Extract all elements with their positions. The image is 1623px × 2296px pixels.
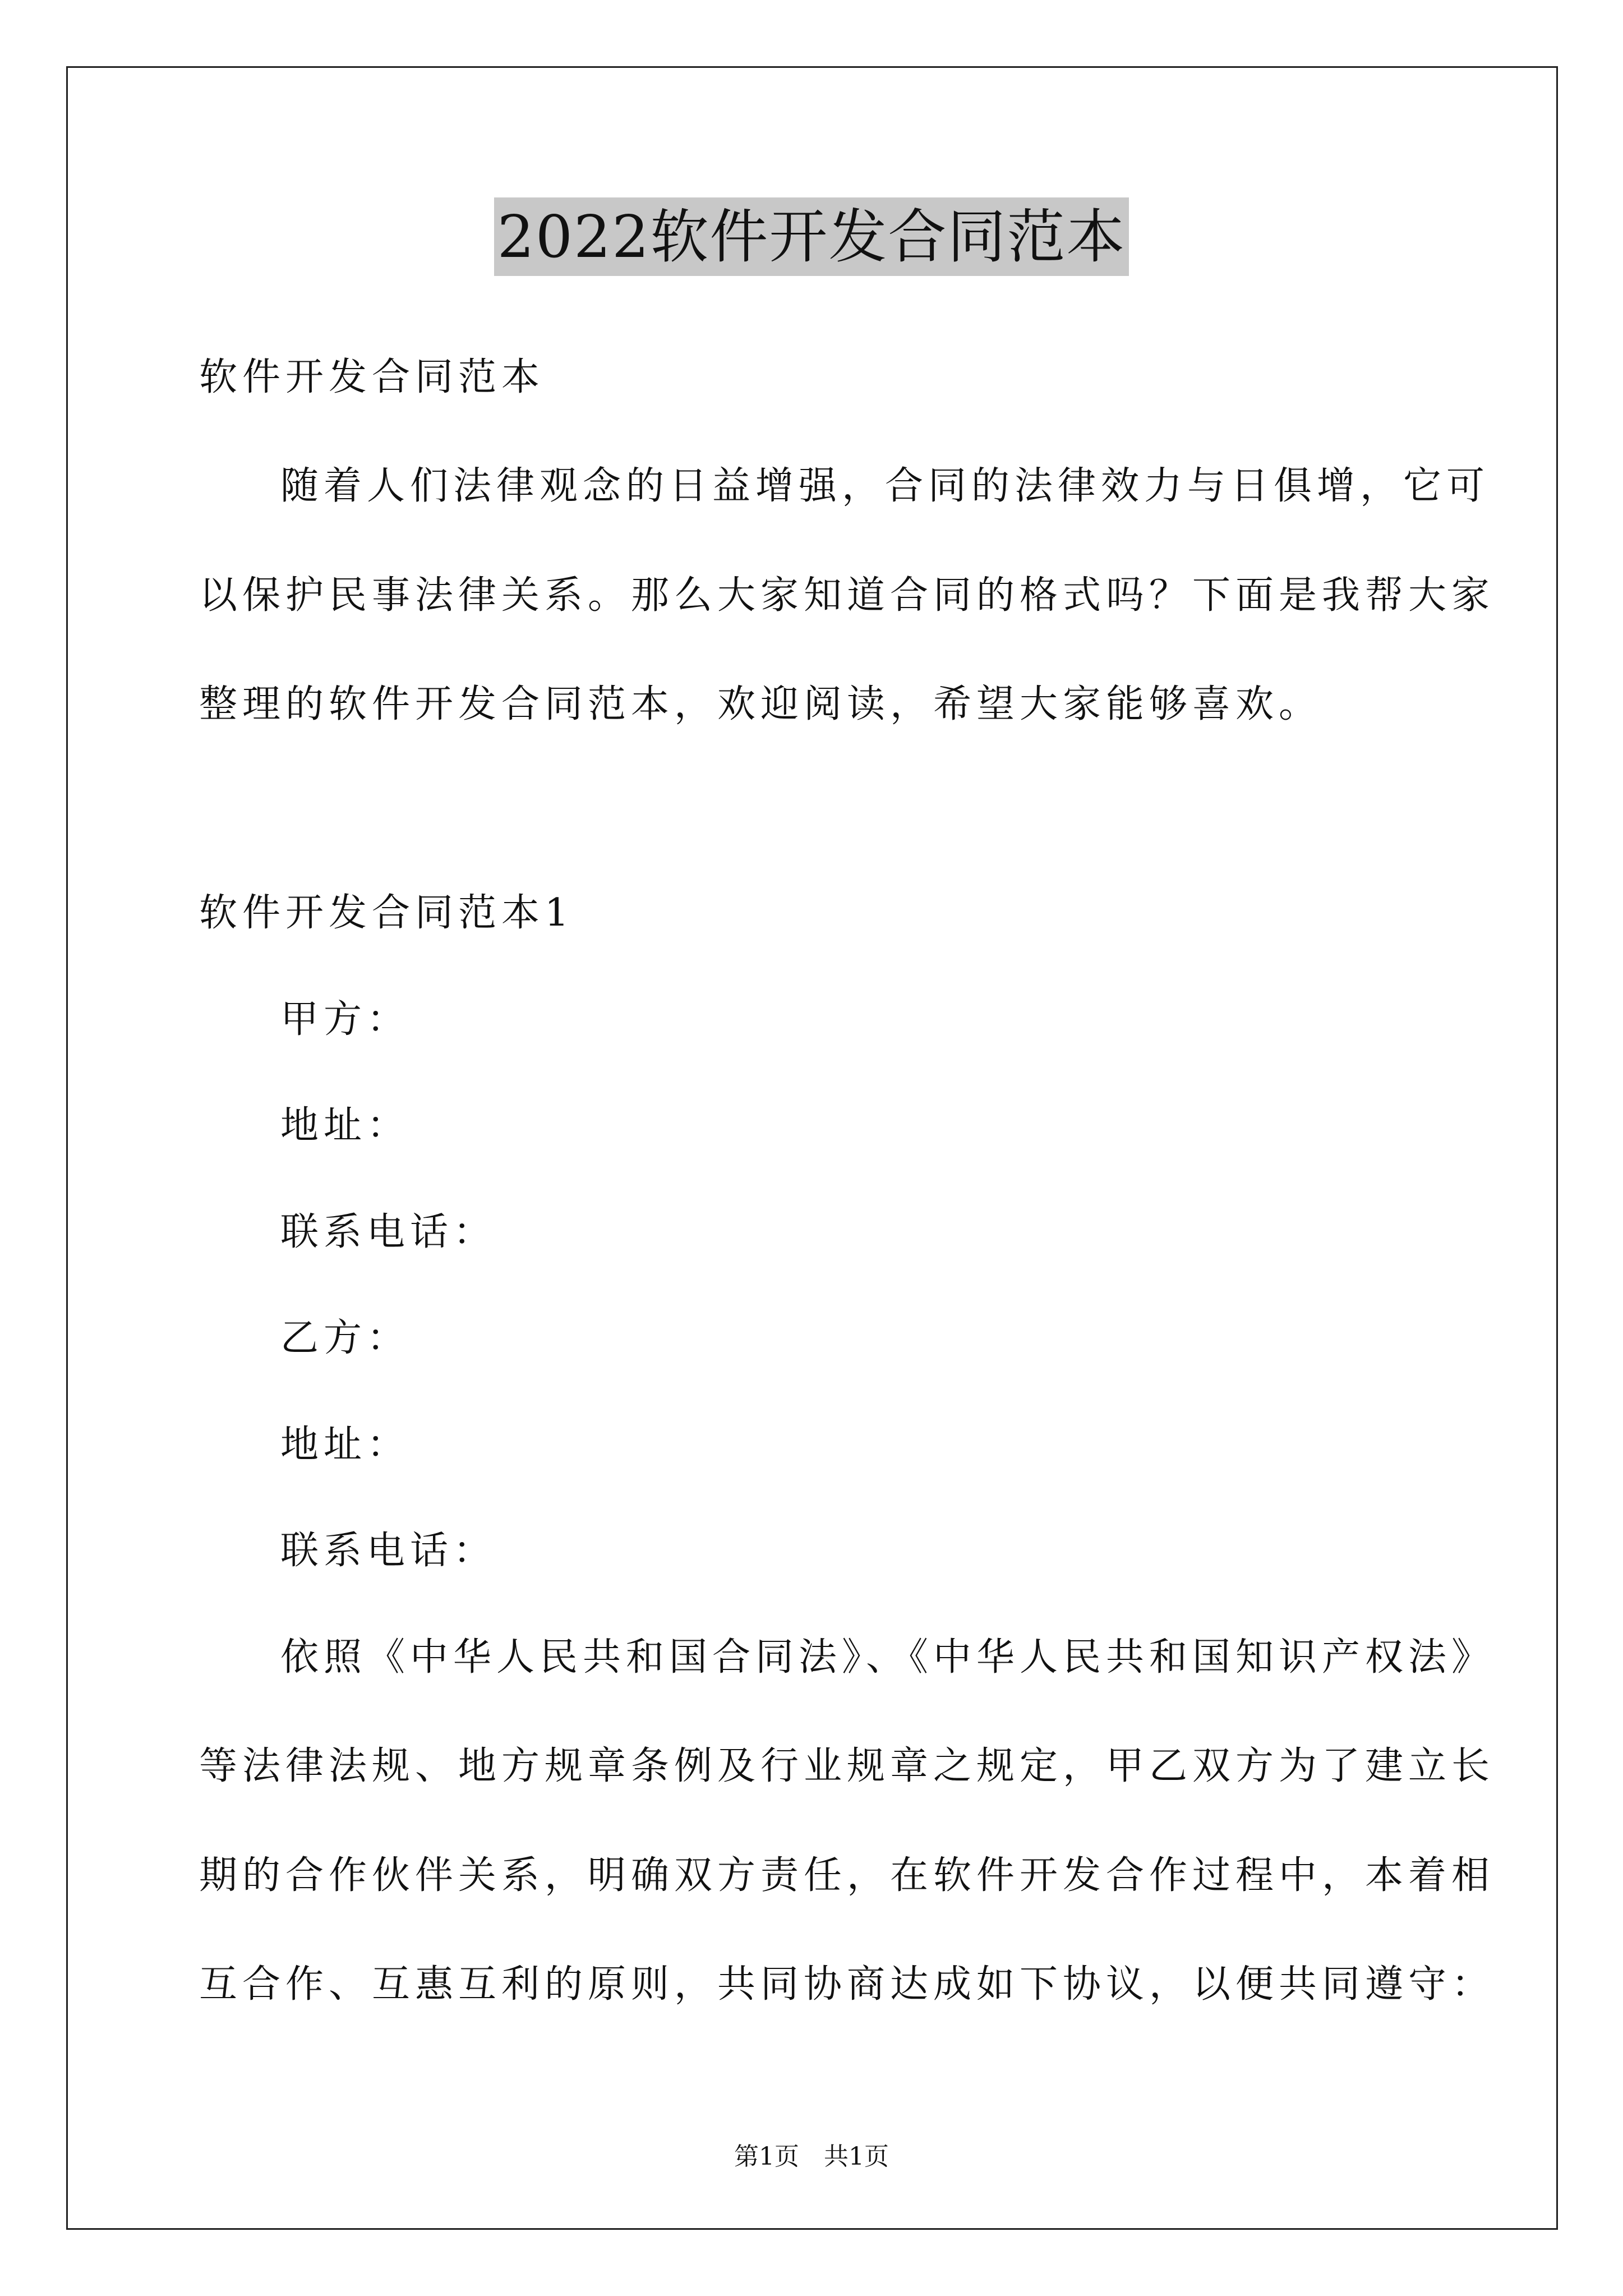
title-container xyxy=(0,197,1623,276)
body-line-3: 期的合作伙伴关系，明确双方责任，在软件开发合作过程中，本着相 xyxy=(199,1853,1495,1898)
intro-line-1: 随着人们法律观念的日益增强，合同的法律效力与日俱增，它可 xyxy=(280,464,1490,508)
document-title: 2022软件开发合同范本 xyxy=(494,197,1129,276)
intro-line-3: 整理的软件开发合同范本，欢迎阅读，希望大家能够喜欢。 xyxy=(199,682,1322,726)
page-number-current: 第1页 xyxy=(734,2142,799,2171)
party-a-phone-field: 联系电话： xyxy=(280,1210,497,1254)
body-line-1: 依照《中华人民共和国合同法》、《中华人民共和国知识产权法》 xyxy=(280,1635,1495,1680)
page-number-total: 共1页 xyxy=(824,2142,889,2171)
intro-line-2: 以保护民事法律关系。那么大家知道合同的格式吗？下面是我帮大家 xyxy=(199,573,1495,618)
party-b-address-field: 地址： xyxy=(280,1423,411,1467)
page-footer xyxy=(0,2140,1623,2174)
party-a-field: 甲方： xyxy=(280,997,411,1042)
body-line-2: 等法律法规、地方规章条例及行业规章之规定，甲乙双方为了建立长 xyxy=(199,1744,1495,1788)
document-heading: 软件开发合同范本 xyxy=(199,355,545,399)
body-line-4: 互合作、互惠互利的原则，共同协商达成如下协议，以便共同遵守： xyxy=(199,1962,1495,2007)
party-a-address-field: 地址： xyxy=(280,1103,411,1148)
party-b-phone-field: 联系电话： xyxy=(280,1529,497,1573)
party-b-field: 乙方： xyxy=(280,1316,411,1360)
section-heading: 软件开发合同范本1 xyxy=(199,891,574,935)
